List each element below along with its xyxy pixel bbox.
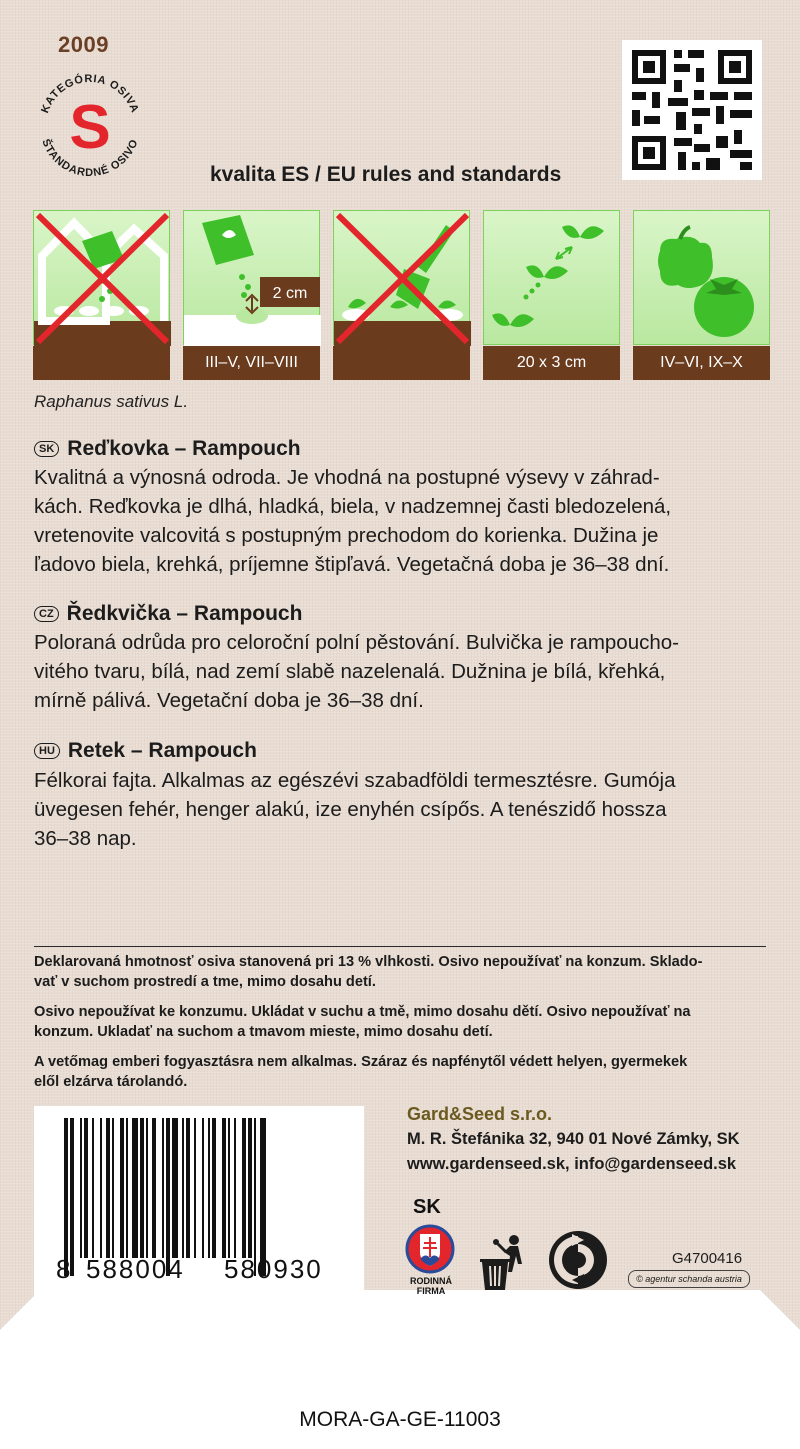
- barcode-digits-left: 588004: [86, 1254, 185, 1284]
- storage-note-hu: A vetőmag emberi fogyasztásra nem alkalmas. Száraz és napfénytől védett helyen, gyermekek elől elzárva tárolandó.: [34, 1054, 688, 1090]
- barcode-digits-right: 580930: [224, 1254, 323, 1284]
- barcode-bar: [64, 1118, 68, 1276]
- barcode-bar: [234, 1118, 236, 1258]
- storage-note-cz-sk: Osivo nepoužívat ke konzumu. Ukládat v suchu a tmě, mimo dosahu dětí. Osivo nepoužívať na konzum. Ukladať na suchom a tmavom mieste, mimo dosahu detí.: [34, 1004, 691, 1040]
- barcode-bar: [212, 1118, 216, 1258]
- product-code: G4700416: [672, 1250, 743, 1267]
- pictogram-sowing: [183, 210, 320, 380]
- pictogram-label: IV–VI, IX–X: [633, 346, 770, 380]
- barcode-bar: [162, 1118, 164, 1258]
- barcode-bar: [70, 1118, 74, 1276]
- seed-sowing-depth-icon: [184, 211, 321, 346]
- section-title-sk: SK Reďkovka – Rampouch: [34, 437, 301, 461]
- year-label: 2009: [58, 32, 109, 57]
- storage-note-sk: Deklarovaná hmotnosť osiva stanovená pri 13 % vlhkosti. Osivo nepoužívať na konzum. Sklado- vať v suchom prostredí a tme, mimo dosahu detí.: [34, 954, 703, 990]
- pictogram-spacing: [483, 210, 620, 380]
- barcode-bar: [120, 1118, 124, 1258]
- seed-category-badge: [28, 64, 152, 188]
- pictogram-transplant: [333, 210, 470, 380]
- barcode-bar: [202, 1118, 204, 1258]
- company-address: M. R. Štefánika 32, 940 01 Nové Zámky, SK: [407, 1130, 740, 1148]
- barcode-bar: [84, 1118, 88, 1258]
- greenhouse-seed-icon: [34, 211, 171, 346]
- section-text-cz: Polorаná odrůda pro celoroční polní pěstování. Bulvička je rampoucho- vitého tvaru, bílá, nad zemí slabě nazelenalá. Dužnina je bílá, křehká, mírně pálivá. Vegetační doba je 36–38 dní.: [34, 631, 679, 712]
- barcode-bar: [248, 1118, 252, 1258]
- barcode-digit-lead: 8: [56, 1254, 71, 1284]
- badge-letter: S: [69, 93, 111, 162]
- section-title-cz: CZ Ředkvička – Rampouch: [34, 602, 302, 626]
- pictogram-greenhouse: [33, 210, 170, 380]
- barcode-bar: [146, 1118, 148, 1258]
- section-title-hu: HU Retek – Rampouch: [34, 739, 257, 763]
- seedling-spacing-icon: [484, 211, 621, 346]
- barcode-bar: [112, 1118, 114, 1258]
- barcode-bar: [166, 1118, 170, 1276]
- bottom-article-code: MORA-GA-GE-11003: [299, 1408, 501, 1431]
- barcode-bar: [222, 1118, 226, 1258]
- harvest-vegetable-icon: [634, 211, 771, 346]
- barcode-bar: [152, 1118, 156, 1258]
- barcode-bar: [80, 1118, 82, 1258]
- pictogram-label: III–V, VII–VIII: [183, 346, 320, 380]
- language-code-cz: CZ: [34, 606, 59, 622]
- quality-standard-text: kvalita ES / EU rules and standards: [210, 163, 562, 186]
- divider-line: [34, 946, 766, 947]
- country-code: SK: [413, 1196, 441, 1218]
- barcode-bar: [100, 1118, 102, 1258]
- latin-name: Raphanus sativus L.: [34, 392, 189, 411]
- barcode-bar: [132, 1118, 138, 1258]
- barcode-bar: [186, 1118, 190, 1258]
- barcode-bar: [242, 1118, 246, 1258]
- pictogram-label: [33, 346, 170, 380]
- company-web-link[interactable]: www.gardenseed.sk, info@gardenseed.sk: [407, 1155, 737, 1173]
- family-firm-text: RODINNÁ FIRMA: [410, 1276, 452, 1296]
- company-name: Gard&Seed s.r.o.: [407, 1104, 553, 1124]
- green-dot-recycle-icon: [548, 1230, 608, 1290]
- barcode-bar: [126, 1118, 128, 1258]
- tidyman-bin-icon: [478, 1232, 530, 1292]
- barcode-bar: [106, 1118, 110, 1258]
- agency-label: © agentur schanda austria: [628, 1270, 750, 1288]
- barcode-bar: [260, 1118, 266, 1276]
- barcode-bar: [140, 1118, 144, 1258]
- language-code-hu: HU: [34, 743, 60, 759]
- barcode-bar: [182, 1118, 184, 1258]
- qr-code: [622, 40, 762, 180]
- pictogram-label: 20 x 3 cm: [483, 346, 620, 380]
- barcode-bar: [208, 1118, 210, 1258]
- badge-bottom-text: ŠTANDARDNÉ OSIVO: [39, 137, 141, 180]
- barcode-bar: [92, 1118, 94, 1258]
- family-firm-shield-icon: [405, 1222, 455, 1276]
- pictogram-harvest: [633, 210, 770, 380]
- transplant-shovel-icon: [334, 211, 471, 346]
- barcode-bar: [254, 1118, 256, 1276]
- barcode-bar: [194, 1118, 196, 1258]
- badge-top-text: KATEGÓRIA OSIVA: [39, 72, 141, 115]
- barcode-bar: [228, 1118, 230, 1258]
- section-text-sk: Kvalitná a výnosná odroda. Je vhodná na postupné výsevy v záhrad- kách. Reďkovka je dlhá, hladká, biela, v nadzemnej časti bledozelená, vretenovite valcovitá s postupným prechodom do korienka. Dužina je ľadovo biela, krehká, príjemne štipľavá. Vegetačná doba je 36–38 dní.: [34, 466, 672, 576]
- section-text-hu: Félkorai fajta. Alkalmas az egészévi szabadföldi termesztésre. Gumója üvegesen fehér, henger alakú, ize enyhén csípős. A tenészidő hossza 36–38 nap.: [34, 769, 676, 850]
- language-code-sk: SK: [34, 441, 59, 457]
- sowing-depth-label: 2 cm: [272, 285, 308, 302]
- barcode-bar: [172, 1118, 178, 1258]
- pictogram-label: [333, 346, 470, 380]
